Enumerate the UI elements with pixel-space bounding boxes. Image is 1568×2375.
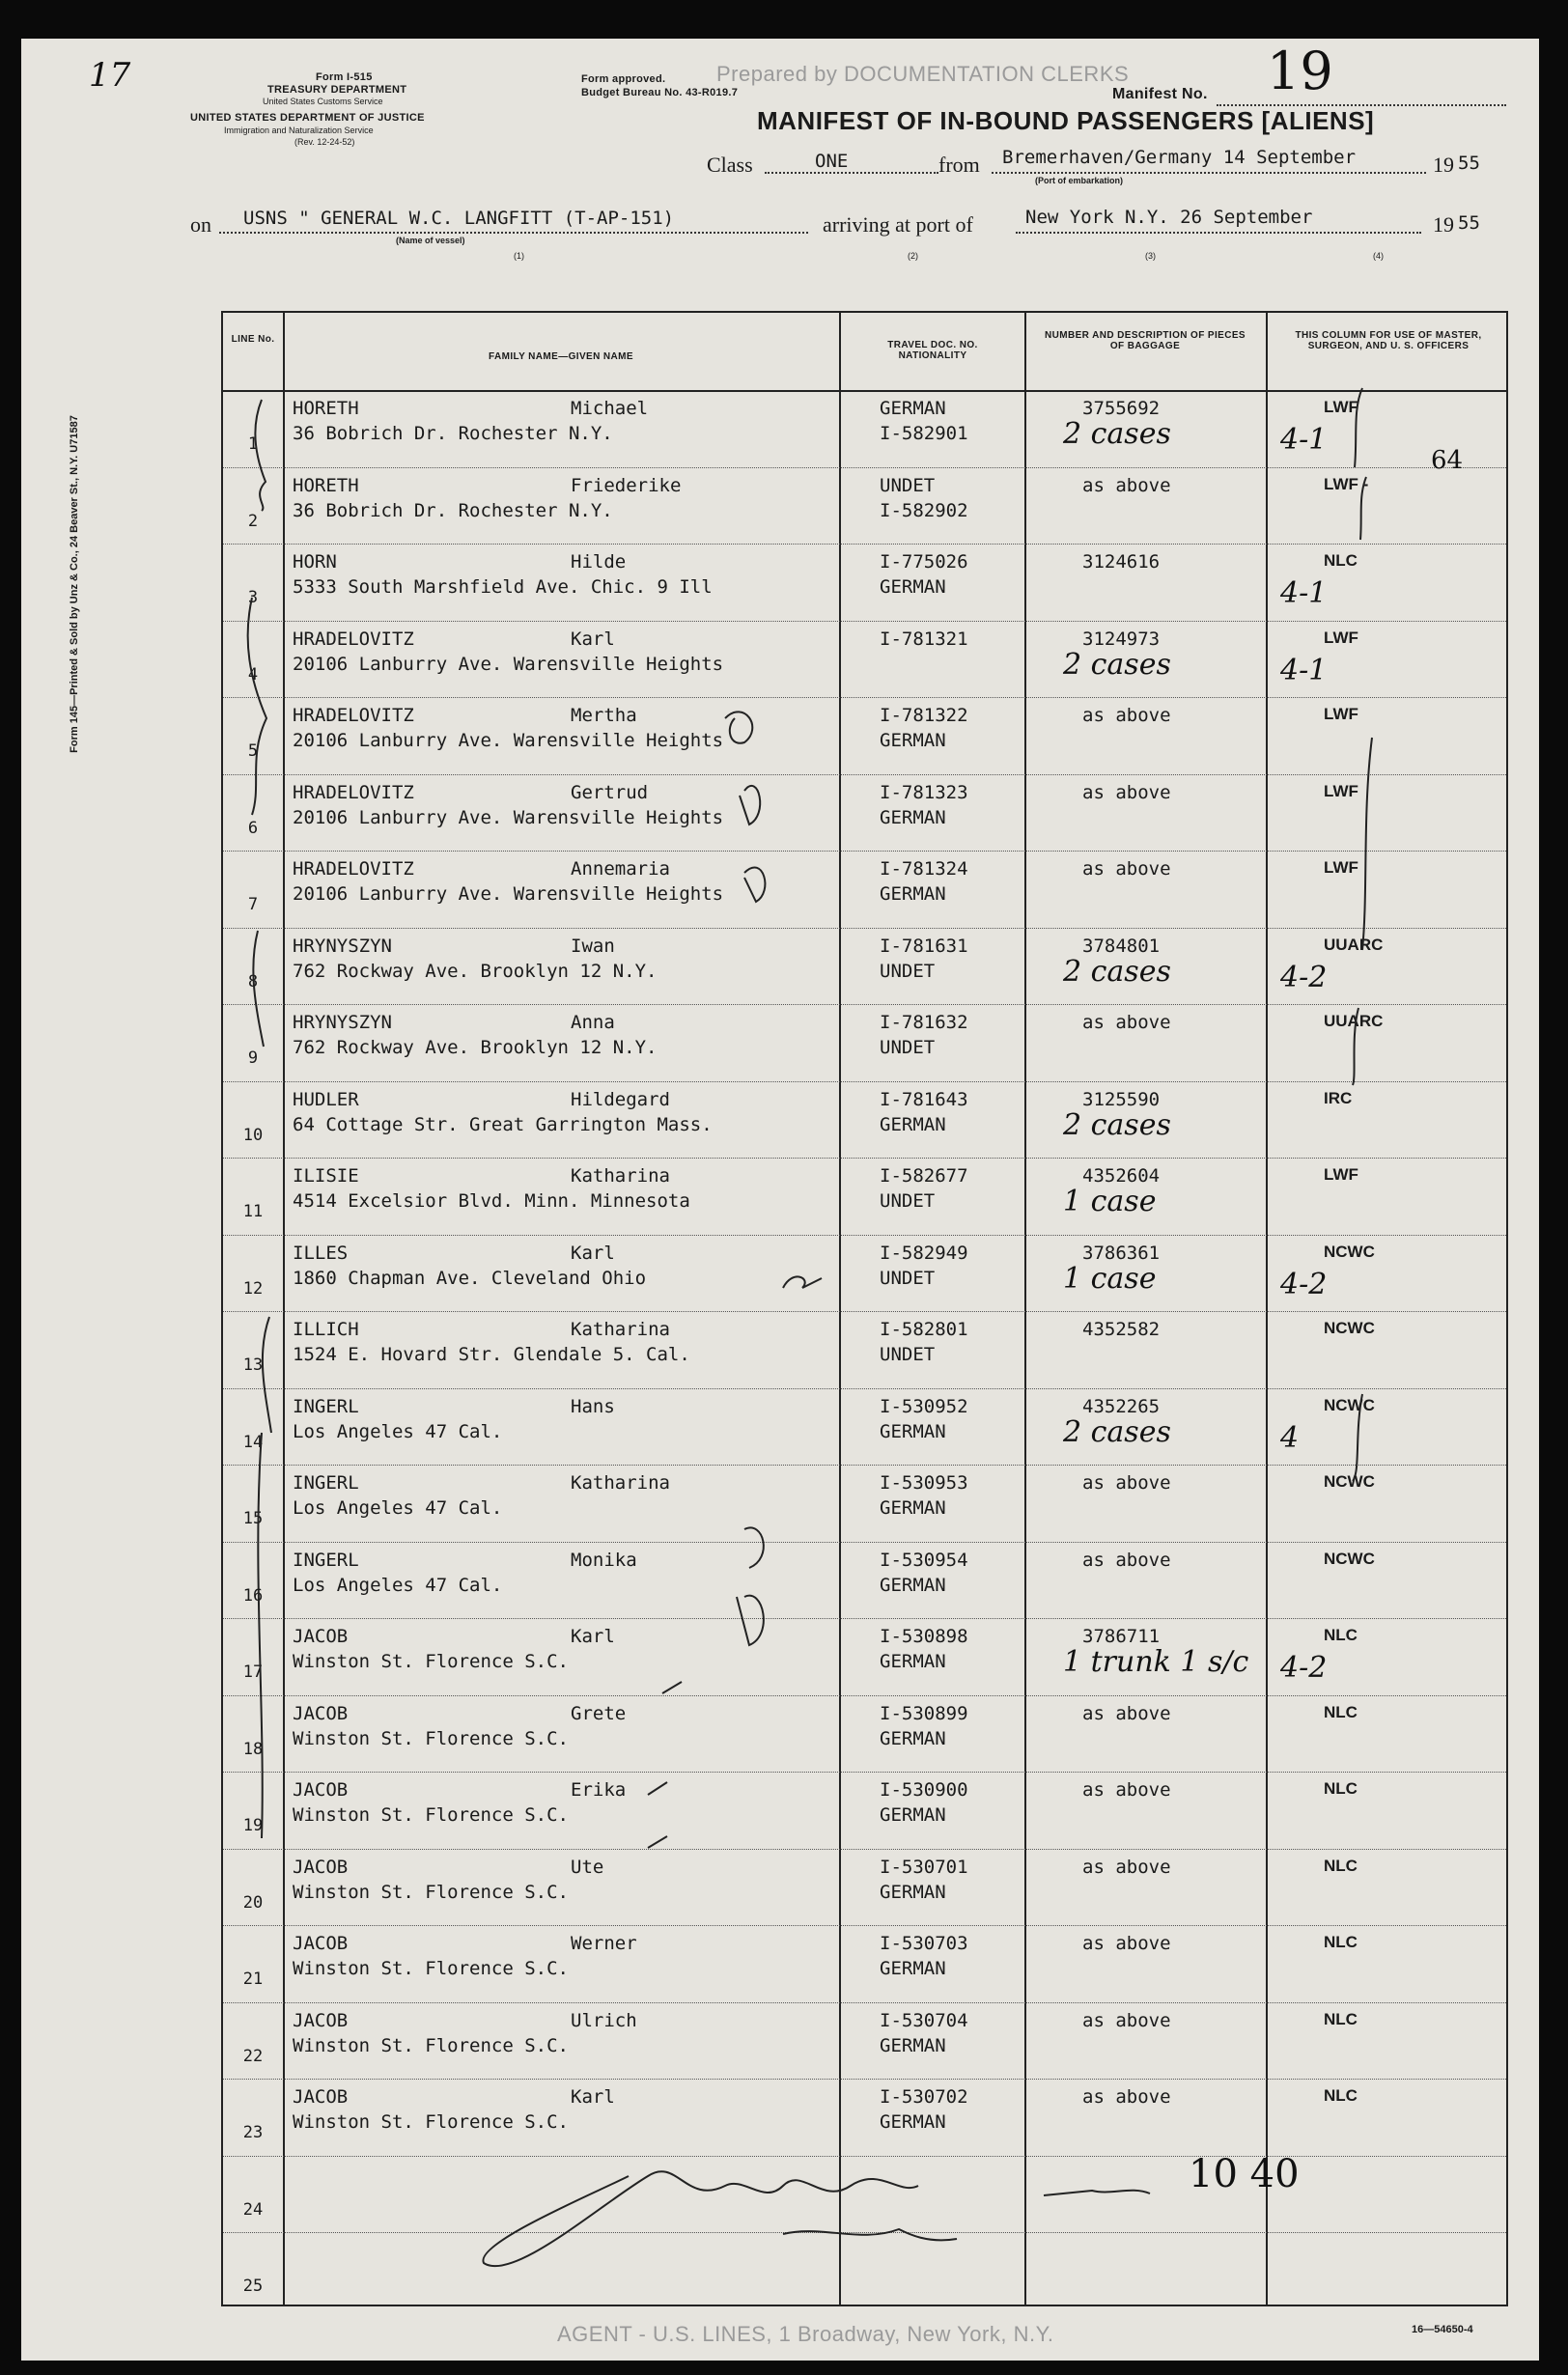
manifest-sheet (21, 39, 1539, 2361)
passenger-table (221, 311, 1508, 2306)
travel-doc-line2: GERMAN (880, 1651, 946, 1672)
official-code: UUARC (1324, 1012, 1384, 1030)
travel-doc-line2: GERMAN (880, 576, 946, 598)
address: Winston St. Florence S.C. (293, 1804, 569, 1826)
line-number: 9 (247, 1048, 259, 1068)
travel-doc-line2: GERMAN (880, 806, 946, 828)
family-name: ILLES (293, 1242, 349, 1264)
line-number: 8 (247, 971, 259, 992)
address: 762 Rockway Ave. Brooklyn 12 N.Y. (293, 1037, 658, 1058)
given-name: Werner (571, 1933, 637, 1954)
class-label: Class (707, 153, 753, 177)
family-name: JACOB (293, 2009, 349, 2031)
given-name: Hilde (571, 551, 627, 573)
form-number: Form I-515 (316, 71, 373, 83)
family-bracket (263, 1317, 271, 1433)
baggage-line1: as above (1082, 474, 1171, 496)
year-1: 55 (1458, 153, 1480, 174)
bottom-code: 16—54650-4 (1412, 2324, 1473, 2335)
address: Winston St. Florence S.C. (293, 2034, 569, 2056)
address: 64 Cottage Str. Great Garrington Mass. (293, 1113, 713, 1135)
baggage-handwritten: 1 case (1063, 1185, 1157, 1218)
official-note: 4 (1280, 1420, 1300, 1455)
vessel-line (219, 232, 808, 234)
baggage-handwritten: 2 cases (1063, 1107, 1171, 1142)
line-number: 2 (247, 511, 259, 531)
family-name: HORETH (293, 474, 359, 496)
line-number: 15 (242, 1509, 264, 1528)
official-code: NLC (1324, 1856, 1358, 1875)
official-code: IRC (1324, 1088, 1353, 1107)
address: Los Angeles 47 Cal. (293, 1420, 503, 1442)
family-bracket (258, 1433, 262, 1838)
address: 1524 E. Hovard Str. Glendale 5. Cal. (293, 1344, 690, 1365)
given-name: Michael (571, 398, 649, 419)
family-name: HUDLER (293, 1088, 359, 1110)
given-name: Erika (571, 1779, 627, 1801)
header-name: FAMILY NAME—GIVEN NAME (489, 351, 633, 362)
initial-mark (744, 1527, 764, 1568)
customs-service: United States Customs Service (263, 97, 383, 106)
official-code: NLC (1324, 1626, 1358, 1644)
official-code: LWF (1324, 628, 1358, 647)
check-mark (648, 1836, 667, 1848)
year-prefix-2: 19 (1433, 212, 1454, 237)
address: 1860 Chapman Ave. Cleveland Ohio (293, 1267, 647, 1289)
initial-mark (725, 712, 752, 742)
given-name: Hans (571, 1395, 615, 1417)
form-approved: Form approved. (581, 73, 666, 85)
given-name: Grete (571, 1702, 627, 1724)
arrival-line (1016, 232, 1421, 234)
travel-doc-line2: I-582901 (880, 423, 968, 444)
baggage-handwritten: 2 cases (1063, 954, 1171, 989)
official-code: LWF - (1324, 474, 1369, 493)
travel-doc-line2: GERMAN (880, 883, 946, 905)
line-number: 11 (242, 1202, 264, 1221)
line-number: 18 (242, 1739, 264, 1759)
line-number: 7 (247, 895, 259, 914)
travel-doc-line1: I-781323 (880, 781, 968, 803)
line-number: 20 (242, 1892, 264, 1913)
official-code: NCWC (1324, 1472, 1375, 1491)
class-line (765, 172, 938, 174)
travel-doc-line1: I-582801 (880, 1319, 968, 1340)
official-code: LWF (1324, 858, 1358, 877)
col-num-3: (3) (1145, 251, 1156, 261)
total-note: 10 40 (1189, 2152, 1300, 2196)
travel-doc-line1: I-530954 (880, 1549, 968, 1571)
baggage-line1: as above (1082, 781, 1171, 803)
family-name: HRADELOVITZ (293, 858, 414, 880)
family-name: JACOB (293, 1933, 349, 1954)
baggage-line1: as above (1082, 1549, 1171, 1571)
travel-doc-line2: UNDET (880, 1037, 936, 1058)
family-bracket (248, 598, 266, 815)
address: Winston St. Florence S.C. (293, 1958, 569, 1979)
baggage-line1: 3786711 (1082, 1626, 1161, 1647)
travel-doc-line2: GERMAN (880, 2111, 946, 2133)
given-name: Annemaria (571, 858, 670, 880)
travel-doc-line1: I-582949 (880, 1242, 968, 1264)
given-name: Karl (571, 628, 615, 650)
baggage-line1: as above (1082, 858, 1171, 880)
baggage-handwritten: 1 trunk 1 s/c (1063, 1645, 1249, 1679)
baggage-line1: 3124616 (1082, 551, 1161, 573)
address: Los Angeles 47 Cal. (293, 1574, 503, 1596)
given-name: Mertha (571, 705, 637, 726)
signature-scrawl (783, 2229, 957, 2240)
travel-doc-line1: I-530702 (880, 2086, 968, 2108)
baggage-line1: 4352604 (1082, 1165, 1161, 1187)
line-number: 6 (247, 818, 259, 838)
on-label: on (190, 212, 211, 237)
vessel-note: (Name of vessel) (396, 236, 465, 245)
travel-doc-line1: I-781322 (880, 705, 968, 726)
initial-mark (783, 1276, 822, 1288)
given-name: Monika (571, 1549, 637, 1571)
baggage-handwritten: 2 cases (1063, 417, 1171, 451)
travel-doc-line1: I-781643 (880, 1088, 968, 1110)
col-num-2: (2) (908, 251, 918, 261)
line-number: 24 (242, 2199, 264, 2220)
travel-doc-line1: I-781321 (880, 628, 968, 650)
address: 20106 Lanburry Ave. Warensville Heights (293, 730, 724, 751)
family-name: ILLICH (293, 1319, 359, 1340)
initial-mark (737, 1596, 764, 1645)
baggage-handwritten: 2 cases (1063, 647, 1171, 682)
travel-doc-line1: I-530899 (880, 1702, 968, 1724)
address: 36 Bobrich Dr. Rochester N.Y. (293, 499, 613, 521)
official-note: 4-2 (1280, 1267, 1328, 1301)
address: 762 Rockway Ave. Brooklyn 12 N.Y. (293, 960, 658, 982)
official-code: NLC (1324, 2086, 1358, 2105)
signature-scrawl (483, 2171, 918, 2266)
travel-doc-line2: GERMAN (880, 1420, 946, 1442)
family-name: JACOB (293, 1779, 349, 1801)
address: 5333 South Marshfield Ave. Chic. 9 Ill (293, 576, 713, 598)
family-name: HRADELOVITZ (293, 628, 414, 650)
travel-doc-line2: GERMAN (880, 730, 946, 751)
baggage-line1: 3786361 (1082, 1242, 1161, 1264)
use-bracket (1360, 477, 1366, 540)
handwriting-overlay (223, 313, 1510, 2308)
family-name: JACOB (293, 1856, 349, 1878)
check-mark (662, 1682, 682, 1693)
travel-doc-line1: I-781324 (880, 858, 968, 880)
official-code: NCWC (1324, 1319, 1375, 1337)
travel-doc-line2: I-582902 (880, 499, 968, 521)
address: Winston St. Florence S.C. (293, 1727, 569, 1749)
official-code: NCWC (1324, 1242, 1375, 1261)
travel-doc-line2: GERMAN (880, 1113, 946, 1135)
header-line-no: LINE No. (231, 334, 275, 345)
ins: Immigration and Naturalization Service (224, 126, 374, 135)
family-name: HRYNYSZYN (293, 1012, 392, 1033)
baggage-line1: as above (1082, 1779, 1171, 1801)
baggage-line1: 3125590 (1082, 1088, 1161, 1110)
line-number: 17 (242, 1662, 264, 1682)
travel-doc-line1: UNDET (880, 474, 936, 496)
travel-doc-line1: I-530701 (880, 1856, 968, 1878)
baggage-line1: as above (1082, 2009, 1171, 2031)
justice-dept: UNITED STATES DEPARTMENT OF JUSTICE (190, 112, 425, 124)
travel-doc-line2: GERMAN (880, 1881, 946, 1903)
family-bracket (255, 400, 266, 511)
address: 20106 Lanburry Ave. Warensville Heights (293, 653, 724, 675)
baggage-line1: 4352265 (1082, 1395, 1161, 1417)
family-name: HRYNYSZYN (293, 935, 392, 957)
official-note: 4-1 (1280, 423, 1328, 457)
travel-doc-line2: UNDET (880, 1344, 936, 1365)
arriving-label: arriving at port of (823, 212, 973, 237)
use-bracket (1362, 738, 1372, 950)
baggage-line1: as above (1082, 1856, 1171, 1878)
travel-doc-line1: I-530703 (880, 1933, 968, 1954)
line-number: 23 (242, 2123, 264, 2142)
line-number: 21 (242, 1970, 264, 1989)
given-name: Ute (571, 1856, 604, 1878)
address: Winston St. Florence S.C. (293, 1651, 569, 1672)
travel-doc-line1: I-775026 (880, 551, 968, 573)
official-code: NLC (1324, 1702, 1358, 1721)
baggage-handwritten: 2 cases (1063, 1414, 1171, 1449)
travel-doc-line2: GERMAN (880, 1574, 946, 1596)
given-name: Katharina (571, 1472, 670, 1494)
header-travel-doc: TRAVEL DOC. NO. NATIONALITY (887, 340, 978, 361)
travel-doc-line2: UNDET (880, 1267, 936, 1289)
manifest-title: MANIFEST OF IN-BOUND PASSENGERS [ALIENS] (757, 106, 1375, 135)
line-number: 12 (242, 1278, 264, 1299)
official-code: LWF (1324, 781, 1358, 800)
baggage-line1: 3784801 (1082, 935, 1161, 957)
given-name: Gertrud (571, 781, 649, 803)
official-code: LWF (1324, 1165, 1358, 1184)
address: Winston St. Florence S.C. (293, 2111, 569, 2133)
side-print: Form 145—Printed & Sold by Unz & Co., 24 Beaver St., N.Y. U71587 (68, 415, 80, 753)
travel-doc-line1: I-582677 (880, 1165, 968, 1187)
family-name: ILISIE (293, 1165, 359, 1187)
given-name: Friederike (571, 474, 682, 496)
manifest-number: 19 (1267, 41, 1333, 101)
treasury-dept: TREASURY DEPARTMENT (267, 84, 407, 96)
official-code: UUARC (1324, 935, 1384, 954)
official-code: LWF (1324, 705, 1358, 723)
manifest-label: Manifest No. (1112, 86, 1208, 102)
line-number: 4 (247, 664, 259, 685)
year-2: 55 (1458, 212, 1480, 234)
travel-doc-line2: GERMAN (880, 1727, 946, 1749)
travel-doc-line1: I-530704 (880, 2009, 968, 2031)
official-code: NCWC (1324, 1549, 1375, 1568)
travel-doc-line2: GERMAN (880, 1804, 946, 1826)
header-official-use: THIS COLUMN FOR USE OF MASTER, SURGEON, AND U. S. OFFICERS (1295, 330, 1482, 351)
travel-doc-line1: I-781632 (880, 1012, 968, 1033)
line-number: 16 (242, 1585, 264, 1606)
arrival-value: New York N.Y. 26 September (1025, 207, 1313, 228)
given-name: Anna (571, 1012, 615, 1033)
family-name: JACOB (293, 1702, 349, 1724)
official-code: NCWC (1324, 1395, 1375, 1414)
agent-stamp: AGENT - U.S. LINES, 1 Broadway, New York, N.Y. (557, 2322, 1054, 2346)
address: Los Angeles 47 Cal. (293, 1497, 503, 1519)
line-number: 5 (247, 741, 259, 761)
official-code: LWF (1324, 398, 1358, 416)
baggage-line1: as above (1082, 1933, 1171, 1954)
line-number: 1 (247, 434, 259, 454)
margin-note: 64 (1431, 446, 1464, 475)
line-number: 22 (242, 2046, 264, 2066)
family-name: HORETH (293, 398, 359, 419)
family-name: HRADELOVITZ (293, 781, 414, 803)
travel-doc-line1: I-530900 (880, 1779, 968, 1801)
documentation-stamp: Prepared by DOCUMENTATION CLERKS (716, 62, 1130, 86)
address: 36 Bobrich Dr. Rochester N.Y. (293, 423, 613, 444)
baggage-line1: 4352582 (1082, 1319, 1161, 1340)
baggage-line1: as above (1082, 1012, 1171, 1033)
family-name: HRADELOVITZ (293, 705, 414, 726)
given-name: Karl (571, 2086, 615, 2108)
family-name: JACOB (293, 2086, 349, 2108)
baggage-line1: 3124973 (1082, 628, 1161, 650)
given-name: Hildegard (571, 1088, 670, 1110)
family-name: INGERL (293, 1395, 359, 1417)
travel-doc-line2: UNDET (880, 1190, 936, 1212)
col-num-4: (4) (1373, 251, 1384, 261)
official-code: NLC (1324, 2009, 1358, 2028)
from-label: from (938, 153, 980, 177)
from-line (992, 172, 1426, 174)
line-number: 25 (242, 2277, 264, 2296)
given-name: Iwan (571, 935, 615, 957)
check-mark (648, 1782, 667, 1795)
line-number: 19 (242, 1816, 264, 1835)
official-code: NLC (1324, 1779, 1358, 1798)
family-name: JACOB (293, 1626, 349, 1647)
vessel-name: USNS " GENERAL W.C. LANGFITT (T-AP-151) (243, 208, 675, 229)
baggage-line1: as above (1082, 2086, 1171, 2108)
initial-mark (744, 867, 765, 902)
use-bracket (1355, 388, 1362, 467)
address: 4514 Excelsior Blvd. Minn. Minnesota (293, 1190, 690, 1212)
address: 20106 Lanburry Ave. Warensville Heights (293, 806, 724, 828)
baggage-line1: as above (1082, 1702, 1171, 1724)
travel-doc-line2: GERMAN (880, 2034, 946, 2056)
family-name: HORN (293, 551, 337, 573)
given-name: Ulrich (571, 2009, 637, 2031)
address: 20106 Lanburry Ave. Warensville Heights (293, 883, 724, 905)
official-code: NLC (1324, 1933, 1358, 1951)
use-bracket (1353, 1008, 1358, 1085)
travel-doc-line1: GERMAN (880, 398, 946, 419)
travel-doc-line2: UNDET (880, 960, 936, 982)
form-revision: (Rev. 12-24-52) (294, 137, 355, 147)
baggage-handwritten: 1 case (1063, 1261, 1157, 1296)
given-name: Karl (571, 1626, 615, 1647)
initial-mark (740, 786, 760, 824)
travel-doc-line1: I-530898 (880, 1626, 968, 1647)
line-number: 3 (247, 588, 259, 607)
class-value: ONE (815, 151, 849, 172)
budget-bureau: Budget Bureau No. 43-R019.7 (581, 87, 739, 98)
travel-doc-line2: GERMAN (880, 1497, 946, 1519)
official-code: NLC (1324, 551, 1358, 570)
official-note: 4-2 (1280, 960, 1328, 994)
family-name: INGERL (293, 1549, 359, 1571)
family-name: INGERL (293, 1472, 359, 1494)
baggage-line1: as above (1082, 705, 1171, 726)
travel-doc-line1: I-781631 (880, 935, 968, 957)
baggage-line1: as above (1082, 1472, 1171, 1494)
given-name: Katharina (571, 1165, 670, 1187)
baggage-line1: 3755692 (1082, 398, 1161, 419)
use-bracket (1353, 1394, 1362, 1481)
given-name: Karl (571, 1242, 615, 1264)
given-name: Katharina (571, 1319, 670, 1340)
col-num-1: (1) (514, 251, 524, 261)
travel-doc-line2: GERMAN (880, 1958, 946, 1979)
official-note: 4-2 (1280, 1651, 1328, 1685)
address: Winston St. Florence S.C. (293, 1881, 569, 1903)
family-bracket (253, 931, 264, 1047)
travel-doc-line1: I-530952 (880, 1395, 968, 1417)
year-prefix-1: 19 (1433, 153, 1454, 177)
line-number: 13 (242, 1355, 264, 1375)
port-embarkation-note: (Port of embarkation) (1035, 176, 1124, 185)
travel-doc-line1: I-530953 (880, 1472, 968, 1494)
signature-scrawl (1044, 2191, 1150, 2195)
line-number: 14 (242, 1432, 264, 1452)
official-note: 4-1 (1280, 653, 1328, 687)
official-note: 4-1 (1280, 576, 1328, 610)
line-number: 10 (242, 1125, 264, 1145)
from-value: Bremerhaven/Germany 14 September (1002, 147, 1357, 168)
header-baggage: NUMBER AND DESCRIPTION OF PIECES OF BAGGAGE (1045, 330, 1246, 351)
corner-mark: 17 (89, 56, 131, 95)
